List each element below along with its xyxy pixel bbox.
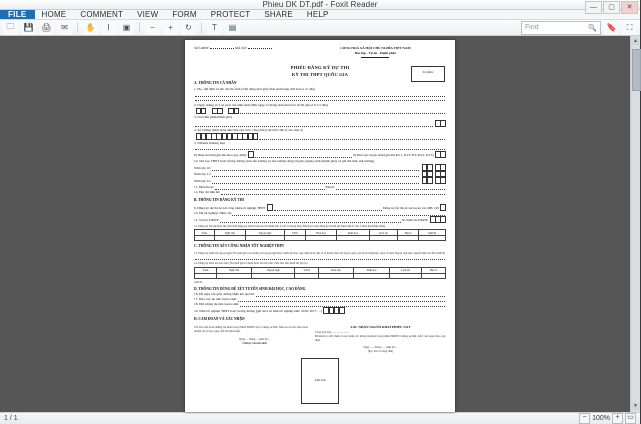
confirmation-title: XÁC NHẬN NGƯỜI KHAI PHIẾU NÀY — [350, 324, 411, 329]
cell-res-toan[interactable]: Toán — [195, 267, 217, 273]
field-address-label: 12. Địa chỉ liên hệ: — [194, 190, 220, 195]
field-certificate-label: 16. Đề nghị cấp giấy chứng nhận kết quả thi: — [194, 292, 255, 297]
cell-res-lichsu-input[interactable] — [390, 273, 421, 278]
field-graduated-label: 10. Đã tốt nghiệp: Năm cấp — [194, 211, 232, 216]
cell-res-sinhhoc-input[interactable] — [354, 273, 390, 278]
print-icon[interactable]: 🖨 — [39, 20, 54, 35]
zoom-out-button[interactable]: − — [579, 413, 590, 424]
exam-subjects-table[interactable] — [194, 229, 446, 241]
search-icon[interactable]: 🔍 — [588, 24, 597, 32]
document-header — [194, 46, 446, 60]
pdf-page[interactable] — [185, 40, 455, 412]
save-icon[interactable]: 💾 — [21, 20, 36, 35]
field-area-label: 9) Khu vực tuyển sinh (ghi mã KV1, KV2-NT, KV2, KV3) — [353, 153, 434, 158]
field-reserved-note: 14. Đăng ký môn xin bảo lưu (Thí sinh ghi rõ điểm môn xin bảo lưu; Nếu bảo lưu điểm thì ghi rõ) — [194, 260, 308, 265]
cell-vatli[interactable]: Vật lí — [284, 230, 306, 236]
menu-bar — [0, 10, 640, 20]
table-row — [195, 236, 446, 241]
field-reg-university-label: Đăng ký dự thi để xét tuyển vào ĐH, CĐ — [383, 206, 439, 211]
field-school-label: 10. Nơi học THPT hoặc tương đương (Ghi tên trường và nơi trường đóng: huyện (quận), tỉnh (thành phố) và ghi mã tỉnh, mã trường) — [194, 159, 375, 164]
so-gddt-label: SỞ GDĐT: — [194, 46, 210, 50]
typewriter-icon[interactable]: T — [207, 20, 222, 35]
field-subject-priority-row[interactable] — [194, 302, 446, 307]
cell-res-diali-input[interactable] — [421, 273, 445, 278]
document-workspace[interactable] — [0, 36, 640, 412]
snapshot-icon[interactable]: ▣ — [119, 20, 134, 35]
zoom-in-icon[interactable]: + — [163, 20, 178, 35]
open-file-icon[interactable]: 🗀 — [3, 20, 18, 35]
cell-toan[interactable]: Toán — [195, 230, 215, 236]
cell-res-nguvan[interactable]: Ngữ văn — [216, 267, 252, 273]
field-address-row[interactable] — [194, 190, 446, 195]
field-reg-graduation-row[interactable] — [194, 204, 446, 211]
cell-nguvan-input[interactable] — [214, 236, 246, 241]
field-grade10-row[interactable] — [194, 164, 446, 171]
header-left — [194, 46, 295, 51]
menu-file[interactable]: FILE — [0, 10, 35, 19]
cell-res-ngoaingu[interactable]: Ngoại ngữ — [252, 267, 295, 273]
field-grade12-row[interactable] — [194, 177, 446, 184]
field-fullname-label: 1. Họ, chữ đệm và tên của thí sinh (Viết đúng như giấy khai sinh bằng chữ in hoa có dấu) — [194, 87, 316, 92]
section-e-heading: Đ. CAM ĐOAN VÀ XÁC NHẬN — [194, 316, 245, 321]
cell-sinhhoc[interactable]: Sinh học — [337, 230, 369, 236]
highlight-icon[interactable]: ▤ — [225, 20, 240, 35]
cell-toan-input[interactable] — [195, 236, 215, 241]
field-grad-year-row[interactable] — [194, 307, 446, 314]
status-bar — [0, 412, 640, 424]
cell-ngoaingu[interactable]: Ngoại ngữ — [246, 230, 284, 236]
field-subject-priority-label: 18. Đối tượng ưu tiên tuyển sinh: — [194, 302, 240, 306]
field-exempt-foreign-note: 13. Đăng ký miễn thi ngoại ngữ (Thí sinh ghi loại chứng chỉ ngoại ngữ được miễn thi theo quy định hoặc ghi rõ là thành viên đội tuyển quốc gia dự thi Olympic quốc tế môn Ngoại ngữ theo Quyết định của Bộ GDĐT) — [194, 250, 446, 255]
ma-so-value[interactable] — [248, 48, 272, 49]
confirmation-block — [315, 325, 446, 354]
confirmation-date: Ngày ..... tháng ..... năm 20.... — [363, 345, 398, 350]
menu-comment[interactable]: COMMENT — [80, 10, 124, 19]
menu-view[interactable]: VIEW — [137, 10, 159, 19]
field-gender-input[interactable] — [194, 146, 446, 151]
cell-lichsu[interactable]: Lịch sử — [369, 230, 397, 236]
field-sbd-label: 11. Số báo DKDT: — [194, 217, 220, 222]
field-priority-row[interactable] — [194, 151, 446, 158]
cell-res-nguvan-input[interactable] — [216, 273, 252, 278]
field-cmnd-label: 4. Số Chứng minh nhân dân/Thẻ căn cước công dân (Ghi mỗi chữ số vào một ô) — [194, 128, 303, 133]
signature-date-label: Ngày ... tháng ... năm 20... — [239, 337, 270, 342]
zoom-in-button[interactable]: + — [612, 413, 623, 424]
field-grade12-label: Năm lớp 12: — [194, 179, 212, 184]
bookmark-icon[interactable]: 🔖 — [604, 20, 619, 35]
cell-res-vatli[interactable]: Vật lí — [295, 267, 319, 273]
cell-res-lichsu[interactable]: Lịch sử — [390, 267, 421, 273]
cell-res-hoahoc[interactable]: Hoá học — [319, 267, 354, 273]
ma-so-label: MÃ SỞ: — [235, 46, 247, 50]
cell-nguvan[interactable]: Ngữ văn — [214, 230, 246, 236]
rotate-icon[interactable]: ↻ — [181, 20, 196, 35]
field-phone-label: 11. Điện thoại: — [194, 185, 215, 190]
toolbar-separator-2 — [139, 22, 140, 33]
cell-lichsu-input[interactable] — [369, 236, 397, 241]
declaration-block — [194, 325, 315, 354]
menu-home[interactable]: HOME — [41, 10, 67, 19]
signature-label: Chữ ký của thí sinh — [242, 341, 267, 346]
search-input-text: Find — [525, 24, 539, 31]
field-priority-label: 8) Diện ưu tiên (ghi mã theo quy định) — [194, 153, 247, 158]
close-button[interactable]: ✕ — [621, 1, 638, 14]
vertical-scrollbar[interactable] — [630, 36, 640, 412]
confirmation-line-2: Đã kiểm tra đối chiếu và xác nhận các thông tin khai trong phiếu ĐKDT là đúng sự thật, được xét tuyển theo quy định. — [314, 333, 446, 343]
search-input[interactable] — [521, 21, 601, 35]
zoom-level: 100% — [592, 414, 610, 422]
cell-diali-input[interactable] — [397, 236, 419, 241]
motto-underline — [361, 57, 389, 58]
field-grade11-row[interactable] — [194, 171, 446, 178]
title-bar — [0, 0, 640, 10]
minimize-button[interactable]: — — [585, 1, 602, 14]
confirmation-sign-note: (Ký, tên và đóng dấu) — [367, 349, 394, 354]
menu-share[interactable]: SHARE — [264, 10, 293, 19]
field-dob-boxes[interactable] — [194, 108, 446, 115]
cell-res-toan-input[interactable] — [195, 273, 217, 278]
country-motto: Độc lập - Tự do - Hạnh phúc — [354, 50, 397, 55]
field-reg-graduation-label: 9. Đăng ký dự thi để xét công nhận tốt nghiệp THPT — [194, 206, 266, 211]
scroll-down-icon[interactable]: ▼ — [633, 402, 638, 409]
field-sbd-extra-label: Số điểm ưu ĐKDT: — [401, 217, 429, 222]
cell-res-vatli-input[interactable] — [295, 273, 319, 278]
table-row — [195, 273, 446, 278]
cell-hoahoc-input[interactable] — [306, 236, 337, 241]
field-fullname-input-2[interactable] — [194, 97, 446, 102]
fullscreen-icon[interactable]: ⛶ — [622, 20, 637, 35]
cell-res-diali[interactable]: Địa lí — [421, 267, 445, 273]
scroll-up-icon[interactable]: ▲ — [633, 38, 638, 44]
cell-sinhhoc-input[interactable] — [337, 236, 369, 241]
section-a-heading: A. THÔNG TIN CÁ NHÂN — [194, 80, 237, 85]
toolbar — [0, 20, 640, 36]
window-controls — [585, 1, 638, 14]
section-d-heading: D. THÔNG TIN DÙNG ĐỂ XÉT TUYỂN SINH ĐẠI HỌC, CAO ĐẲNG — [194, 286, 306, 291]
page-indicator: 1 / 1 — [4, 414, 18, 422]
email-icon[interactable]: ✉ — [57, 20, 72, 35]
photo-placeholder[interactable]: Ảnh 4x6 — [301, 358, 339, 404]
field-gender-label: 5. Nữ kiểu thương mại — [194, 140, 225, 145]
photo-note-box: Số phiếu: — [411, 66, 445, 82]
fit-page-button[interactable]: ▭ — [625, 413, 636, 424]
field-grade11-label: Năm lớp 11: — [194, 172, 211, 177]
field-sbd-row[interactable] — [194, 216, 446, 223]
field-exempt-foreign-input[interactable] — [194, 255, 446, 260]
declaration-text: Tôi xin cam đoan những lời khai trong Phiếu ĐKDT này là đúng sự thật. Nếu sai tôi xin chịu trách nhiệm xử lý theo Quy chế thi hiện hành. — [194, 324, 309, 333]
field-dob-label: 2. Ngày, tháng và 2 số cuối của năm sinh (Nếu ngày và tháng sinh nhỏ hơn 10 thì ghi số 0 ở ô đầu) — [194, 102, 328, 107]
field-email-label: Email: — [325, 185, 335, 190]
section-c-heading: C. THÔNG TIN XÉT CÔNG NHẬN TỐT NGHIỆP THPT — [194, 244, 285, 249]
hand-tool-icon[interactable]: ✋ — [83, 20, 98, 35]
cell-gdcd-input[interactable] — [419, 236, 446, 241]
cell-res-hoahoc-input[interactable] — [319, 273, 354, 278]
field-birthplace-label: 3. Nơi sinh (tỉnh/thành phố) — [194, 115, 232, 120]
menu-protect[interactable]: PROTECT — [210, 10, 251, 19]
reserved-scores-table[interactable] — [194, 267, 446, 279]
select-text-icon[interactable]: I — [101, 20, 116, 35]
cell-gdcd[interactable]: GDCD — [419, 230, 446, 236]
zoom-control[interactable] — [579, 413, 636, 424]
field-phone-row[interactable] — [194, 185, 446, 190]
header-right — [305, 46, 446, 60]
form-title: PHIẾU ĐĂNG KÝ DỰ THI — [290, 64, 350, 70]
field-grade10-label: Năm lớp 10: — [194, 165, 212, 170]
toolbar-separator-1 — [77, 22, 78, 33]
field-graduation-type: GDCD — [194, 279, 203, 284]
field-cmnd-boxes[interactable] — [194, 133, 446, 140]
toolbar-separator-3 — [201, 22, 202, 33]
cell-vatli-input[interactable] — [284, 236, 306, 241]
confirmation-line-1: Tổng hợp bày: ....................... — [314, 329, 350, 334]
cell-diali[interactable]: Địa lí — [397, 230, 419, 236]
zoom-out-icon[interactable]: − — [145, 20, 160, 35]
menu-form[interactable]: FORM — [172, 10, 197, 19]
cell-res-ngoaingu-input[interactable] — [252, 273, 295, 278]
field-grad-year-label: 19. Năm tốt nghiệp THPT hoặc tương đương (ghi đủ 4 số năm tốt nghiệp như: 2016; 2017; ...) — [194, 308, 322, 313]
cell-res-sinhhoc[interactable]: Sinh học — [354, 267, 390, 273]
so-gddt-value[interactable] — [210, 48, 234, 49]
field-area-priority-label: 17. Khu vực ưu tiên tuyển sinh: — [194, 297, 237, 302]
scroll-thumb[interactable] — [632, 49, 641, 91]
cell-ngoaingu-input[interactable] — [246, 236, 284, 241]
field-birthplace-input[interactable] — [194, 120, 446, 127]
form-subtitle: KỲ THI THPT QUỐC GIA — [291, 71, 349, 77]
field-graduated-row[interactable] — [194, 211, 446, 216]
section-b-heading: B. THÔNG TIN ĐĂNG KÝ THI — [194, 198, 244, 203]
menu-help[interactable]: HELP — [306, 10, 329, 19]
window-title: Phieu DK DT.pdf - Foxit Reader — [262, 0, 378, 9]
country-title: CỘNG HOÀ XÃ HỘI CHỦ NGHĨA VIỆT NAM — [340, 46, 411, 50]
cell-hoahoc[interactable]: Hoá học — [306, 230, 337, 236]
maximize-button[interactable]: ▢ — [603, 1, 620, 14]
field-exam-subjects-note: 12. Đăng ký bài thi/môn thi (Thí sinh đăng ký dự thi bài nào thì đánh dấu X vào ô tương ứng; Bài thi tổ hợp đăng ký dự thi thì đánh dấu X vào ô môn thi thành phần) — [194, 223, 386, 228]
signature-area — [194, 325, 446, 354]
